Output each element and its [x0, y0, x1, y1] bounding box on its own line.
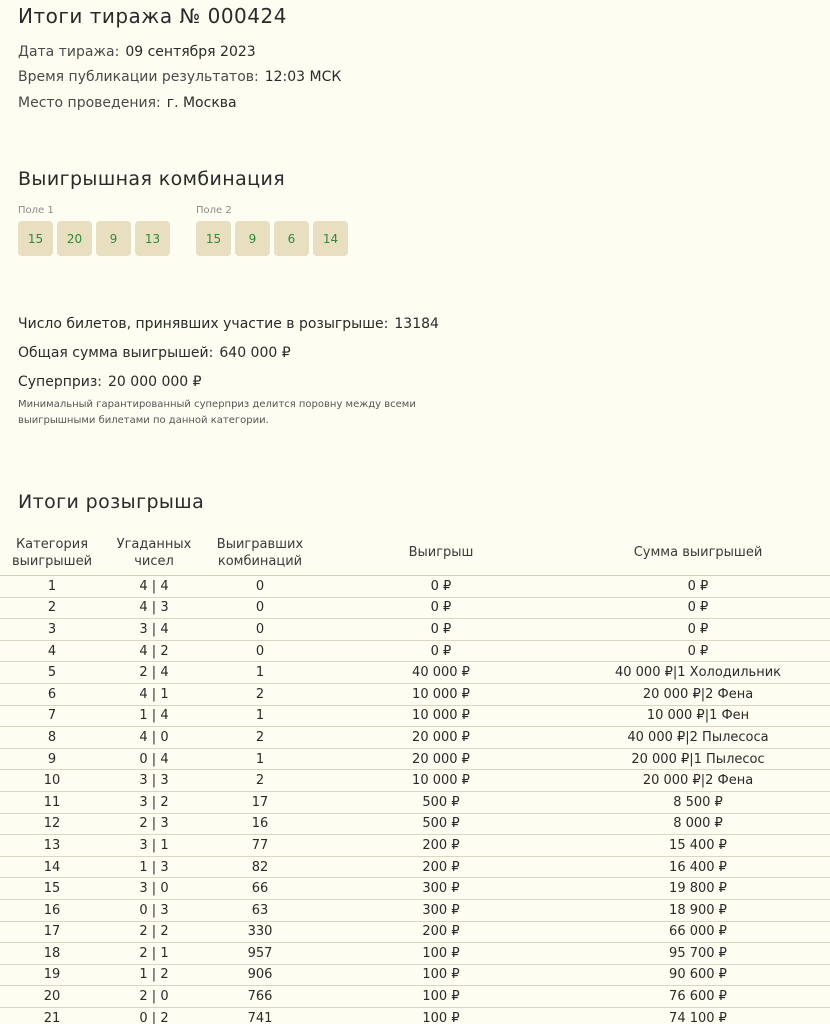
cell-prize: 0 ₽: [316, 597, 566, 619]
cell-winners: 1: [204, 748, 316, 770]
cell-winners: 766: [204, 986, 316, 1008]
cell-winners: 0: [204, 597, 316, 619]
cell-winners: 0: [204, 576, 316, 598]
cell-category: 12: [0, 813, 104, 835]
table-row: [0, 727, 830, 749]
cell-guessed: 2 | 1: [104, 943, 204, 965]
superprize-label: Суперприз:: [18, 374, 103, 390]
table-row: [0, 878, 830, 900]
cell-prize: 300 ₽: [316, 899, 566, 921]
cell-winners: 330: [204, 921, 316, 943]
cell-category: 2: [0, 597, 104, 619]
cell-winners: 77: [204, 835, 316, 857]
header-winners: Выигравших комбинаций: [204, 530, 316, 576]
cell-winners: 957: [204, 943, 316, 965]
ball: 6: [274, 221, 309, 256]
ball: 9: [96, 221, 131, 256]
cell-winners: 66: [204, 878, 316, 900]
table-row: [0, 943, 830, 965]
cell-category: 17: [0, 921, 104, 943]
cell-category: 1: [0, 576, 104, 598]
cell-category: 21: [0, 1007, 104, 1024]
header-prize: Выигрыш: [316, 530, 566, 576]
cell-prize: 300 ₽: [316, 878, 566, 900]
cell-winners: 1: [204, 662, 316, 684]
cell-prize: 0 ₽: [316, 576, 566, 598]
field2-label: Поле 2: [196, 205, 232, 216]
table-row: [0, 576, 830, 598]
field1-balls: [18, 221, 170, 256]
cell-total: 10 000 ₽|1 Фен: [566, 705, 830, 727]
table-row: [0, 597, 830, 619]
ball: 15: [18, 221, 53, 256]
table-row: [0, 662, 830, 684]
cell-winners: 0: [204, 640, 316, 662]
table-row: [0, 986, 830, 1008]
publish-time-value: 12:03 МСК: [264, 69, 342, 85]
cell-category: 10: [0, 770, 104, 792]
table-row: [0, 899, 830, 921]
cell-total: 8 000 ₽: [566, 813, 830, 835]
cell-guessed: 1 | 4: [104, 705, 204, 727]
cell-prize: 10 000 ₽: [316, 683, 566, 705]
table-row: [0, 705, 830, 727]
cell-total: 66 000 ₽: [566, 921, 830, 943]
cell-guessed: 0 | 2: [104, 1007, 204, 1024]
superprize-value: 20 000 000 ₽: [108, 374, 202, 390]
cell-winners: 16: [204, 813, 316, 835]
winning-combination-title: Выигрышная комбинация: [18, 168, 286, 190]
superprize: [18, 374, 202, 390]
cell-category: 19: [0, 964, 104, 986]
cell-guessed: 2 | 3: [104, 813, 204, 835]
header-guessed: Угаданных чисел: [104, 530, 204, 576]
cell-guessed: 4 | 1: [104, 683, 204, 705]
superprize-note: Минимальный гарантированный суперприз делится поровну между всеми выигрышными билетами по данной категории.: [18, 399, 416, 426]
cell-prize: 40 000 ₽: [316, 662, 566, 684]
table-header-row: [0, 530, 830, 576]
ball: 9: [235, 221, 270, 256]
cell-total: 0 ₽: [566, 576, 830, 598]
table-row: [0, 856, 830, 878]
cell-guessed: 1 | 2: [104, 964, 204, 986]
cell-category: 8: [0, 727, 104, 749]
cell-prize: 10 000 ₽: [316, 770, 566, 792]
cell-category: 13: [0, 835, 104, 857]
cell-total: 20 000 ₽|2 Фена: [566, 683, 830, 705]
results-title: Итоги розыгрыша: [18, 491, 205, 513]
cell-prize: 100 ₽: [316, 1007, 566, 1024]
cell-prize: 100 ₽: [316, 986, 566, 1008]
ball: 15: [196, 221, 231, 256]
cell-winners: 2: [204, 770, 316, 792]
cell-prize: 200 ₽: [316, 921, 566, 943]
cell-category: 9: [0, 748, 104, 770]
tickets-label: Число билетов, принявших участие в розыгрыше:: [18, 316, 389, 332]
table-row: [0, 619, 830, 641]
cell-category: 7: [0, 705, 104, 727]
total-label: Общая сумма выигрышей:: [18, 345, 214, 361]
cell-prize: 20 000 ₽: [316, 748, 566, 770]
cell-prize: 20 000 ₽: [316, 727, 566, 749]
table-row: [0, 748, 830, 770]
cell-guessed: 4 | 0: [104, 727, 204, 749]
cell-winners: 906: [204, 964, 316, 986]
field1-label: Поле 1: [18, 205, 54, 216]
cell-winners: 2: [204, 683, 316, 705]
cell-category: 14: [0, 856, 104, 878]
cell-total: 20 000 ₽|1 Пылесос: [566, 748, 830, 770]
cell-total: 19 800 ₽: [566, 878, 830, 900]
cell-category: 15: [0, 878, 104, 900]
cell-winners: 741: [204, 1007, 316, 1024]
table-row: [0, 1007, 830, 1024]
cell-winners: 17: [204, 791, 316, 813]
publish-time-label: Время публикации результатов:: [18, 69, 259, 85]
cell-guessed: 4 | 3: [104, 597, 204, 619]
cell-total: 76 600 ₽: [566, 986, 830, 1008]
cell-guessed: 3 | 3: [104, 770, 204, 792]
table-row: [0, 964, 830, 986]
draw-place-label: Место проведения:: [18, 95, 161, 111]
cell-category: 16: [0, 899, 104, 921]
cell-winners: 1: [204, 705, 316, 727]
draw-date-label: Дата тиража:: [18, 44, 120, 60]
ball: 14: [313, 221, 348, 256]
cell-winners: 0: [204, 619, 316, 641]
cell-total: 40 000 ₽|1 Холодильник: [566, 662, 830, 684]
table-row: [0, 770, 830, 792]
cell-prize: 500 ₽: [316, 791, 566, 813]
page-title: Итоги тиража № 000424: [18, 4, 287, 28]
cell-guessed: 4 | 4: [104, 576, 204, 598]
cell-total: 0 ₽: [566, 640, 830, 662]
cell-guessed: 3 | 2: [104, 791, 204, 813]
draw-place: [18, 95, 237, 111]
cell-guessed: 3 | 4: [104, 619, 204, 641]
cell-guessed: 3 | 0: [104, 878, 204, 900]
cell-category: 18: [0, 943, 104, 965]
cell-guessed: 0 | 3: [104, 899, 204, 921]
table-row: [0, 813, 830, 835]
cell-prize: 100 ₽: [316, 964, 566, 986]
cell-guessed: 2 | 4: [104, 662, 204, 684]
cell-total: 40 000 ₽|2 Пылесоса: [566, 727, 830, 749]
ball: 13: [135, 221, 170, 256]
table-row: [0, 640, 830, 662]
publish-time: [18, 69, 341, 85]
table-row: [0, 835, 830, 857]
cell-total: 20 000 ₽|2 Фена: [566, 770, 830, 792]
cell-guessed: 4 | 2: [104, 640, 204, 662]
cell-category: 11: [0, 791, 104, 813]
header-total: Сумма выигрышей: [566, 530, 830, 576]
cell-total: 16 400 ₽: [566, 856, 830, 878]
tickets-count: [18, 316, 439, 332]
table-row: [0, 683, 830, 705]
cell-category: 4: [0, 640, 104, 662]
cell-prize: 500 ₽: [316, 813, 566, 835]
cell-prize: 200 ₽: [316, 835, 566, 857]
total-value: 640 000 ₽: [219, 345, 291, 361]
cell-winners: 82: [204, 856, 316, 878]
cell-guessed: 2 | 2: [104, 921, 204, 943]
cell-total: 0 ₽: [566, 597, 830, 619]
cell-category: 5: [0, 662, 104, 684]
cell-prize: 200 ₽: [316, 856, 566, 878]
cell-total: 0 ₽: [566, 619, 830, 641]
tickets-value: 13184: [394, 316, 439, 332]
cell-guessed: 0 | 4: [104, 748, 204, 770]
cell-prize: 100 ₽: [316, 943, 566, 965]
results-body: [0, 576, 830, 1024]
cell-total: 18 900 ₽: [566, 899, 830, 921]
cell-prize: 10 000 ₽: [316, 705, 566, 727]
draw-place-value: г. Москва: [166, 95, 237, 111]
ball: 20: [57, 221, 92, 256]
cell-category: 6: [0, 683, 104, 705]
cell-category: 3: [0, 619, 104, 641]
cell-winners: 63: [204, 899, 316, 921]
cell-total: 95 700 ₽: [566, 943, 830, 965]
cell-total: 8 500 ₽: [566, 791, 830, 813]
cell-prize: 0 ₽: [316, 619, 566, 641]
cell-prize: 0 ₽: [316, 640, 566, 662]
cell-total: 15 400 ₽: [566, 835, 830, 857]
draw-date-value: 09 сентября 2023: [125, 44, 256, 60]
cell-total: 90 600 ₽: [566, 964, 830, 986]
cell-guessed: 1 | 3: [104, 856, 204, 878]
draw-date: [18, 44, 256, 60]
table-row: [0, 921, 830, 943]
field2-balls: [196, 221, 348, 256]
results-table: [0, 530, 830, 1024]
header-category: Категория выигрышей: [0, 530, 104, 576]
cell-category: 20: [0, 986, 104, 1008]
cell-guessed: 3 | 1: [104, 835, 204, 857]
cell-total: 74 100 ₽: [566, 1007, 830, 1024]
cell-winners: 2: [204, 727, 316, 749]
total-winnings: [18, 345, 291, 361]
cell-guessed: 2 | 0: [104, 986, 204, 1008]
table-row: [0, 791, 830, 813]
